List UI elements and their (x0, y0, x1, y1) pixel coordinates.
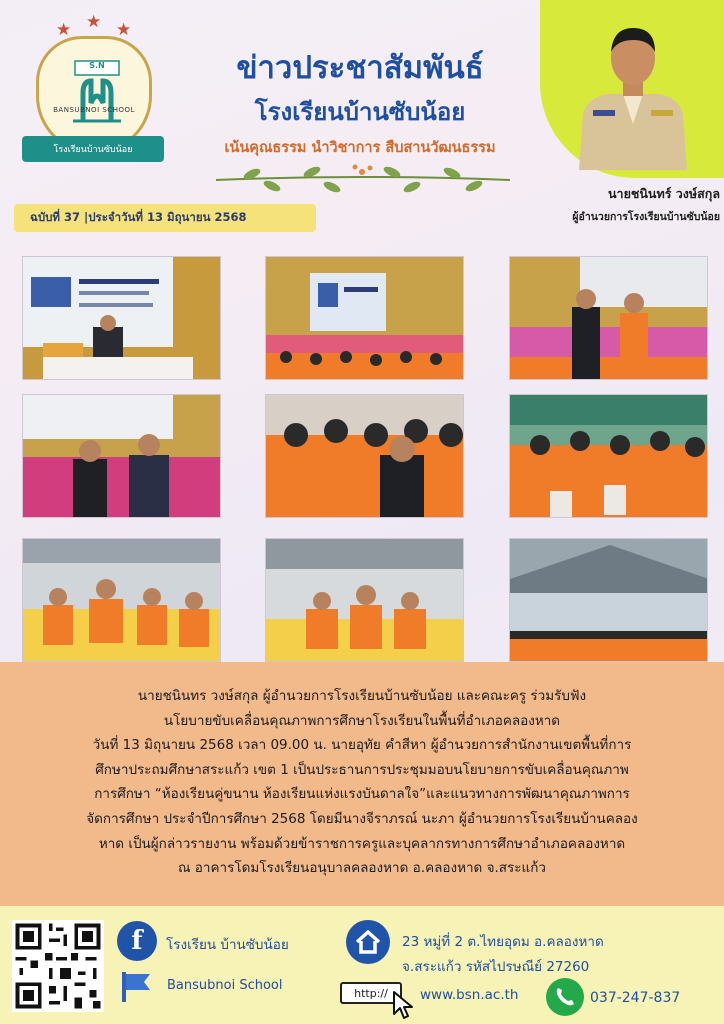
logo-english-text: BANSUBNOI SCHOOL (53, 106, 135, 114)
photo-award-handover-2 (22, 394, 221, 518)
photo-audience-front (265, 394, 464, 518)
photo-hall-stage (265, 256, 464, 380)
website-link[interactable]: www.bsn.ac.th (420, 987, 519, 1003)
director-portrait (573, 14, 693, 170)
http-badge: http:// (340, 982, 402, 1004)
photo-seated-teachers-2 (265, 538, 464, 662)
news-line: นโยบายขับเคลื่อนคุณภาพการศึกษาโรงเรียนในพื้นที่อำเภอคลองหาด (163, 712, 561, 729)
star-icon: ★ (86, 12, 102, 32)
star-icon: ★ (56, 20, 72, 40)
phone-icon (546, 978, 584, 1016)
flag-icon (120, 970, 154, 1004)
issue-label: ฉบับที่ 37 |ประจำวันที่ 13 มิถุนายน 2568 (14, 204, 316, 232)
vine-divider-icon (212, 160, 514, 200)
news-line: วันที่ 13 มิถุนายน 2568 เวลา 09.00 น. นายอุทัย คำสีหา ผู้อำนวยการสำนักงานเขตพื้นที่การ (92, 737, 632, 754)
news-line: ณ อาคารโดมโรงเรียนอนุบาลคลองหาด อ.คลองหาด จ.สระแก้ว (177, 860, 547, 877)
news-line: ศึกษาประถมศึกษาสระแก้ว เขต 1 เป็นประธานการประชุมมอบนโยบายการขับเคลื่อนคุณภาพ (95, 761, 629, 778)
phone-number[interactable]: 037-247-837 (590, 990, 681, 1006)
school-motto: เน้นคุณธรรม นำวิชาการ สืบสานวัฒนธรรม (224, 140, 496, 156)
cursor-icon (392, 990, 416, 1022)
facebook-icon[interactable]: f (117, 921, 157, 961)
school-name: โรงเรียนบ้านซับน้อย (254, 98, 466, 126)
news-line: หาด เป็นผู้กล่าวรายงาน พร้อมด้วยข้าราชการครูและบุคลากรทางการศึกษาอำเภอคลองหาด (98, 835, 626, 852)
logo-monogram: S.N (89, 61, 105, 70)
logo-ribbon: โรงเรียนบ้านซับน้อย (22, 136, 164, 162)
photo-presentation-screen (22, 256, 221, 380)
director-name: นายชนินทร์ วงษ์สกุล (608, 186, 720, 201)
photo-seated-teachers-1 (22, 538, 221, 662)
facebook-page-link[interactable]: โรงเรียน บ้านซับน้อย (166, 937, 289, 953)
english-school-name: Bansubnoi School (167, 978, 283, 993)
page-title: ข่าวประชาสัมพันธ์ (236, 50, 484, 86)
news-line: นายชนินทร วงษ์สกุล ผู้อำนวยการโรงเรียนบ้านซับน้อย และคณะครู ร่วมรับฟัง (137, 688, 587, 704)
home-icon (346, 920, 390, 964)
address-line: 23 หมู่ที่ 2 ต.ไทยอุดม อ.คลองหาด (402, 934, 604, 950)
qr-code-icon[interactable] (12, 920, 104, 1012)
star-icon: ★ (116, 20, 132, 40)
news-line: จัดการศึกษา ประจำปีการศึกษา 2568 โดยมีนางจีราภรณ์ นะภา ผู้อำนวยการโรงเรียนบ้านคลอง (86, 810, 638, 827)
photo-dome-hall-wide (509, 538, 708, 662)
news-body (22, 684, 702, 881)
school-logo (18, 14, 168, 174)
news-line: การศึกษา “ห้องเรียนคู่ขนาน ห้องเรียนแห่งแรงบันดาลใจ”และแนวทางการพัฒนาคุณภาพการ (94, 786, 630, 803)
director-title: ผู้อำนวยการโรงเรียนบ้านซับน้อย (572, 211, 720, 223)
photo-award-handover-1 (509, 256, 708, 380)
address-line: จ.สระแก้ว รหัสไปรษณีย์ 27260 (402, 959, 590, 975)
photo-audience-side (509, 394, 708, 518)
